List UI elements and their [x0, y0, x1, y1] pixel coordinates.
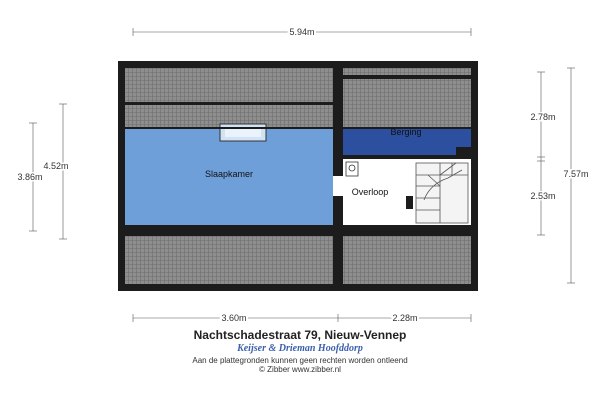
- agency-name: Keijser & Drieman Hoofddorp: [237, 343, 363, 354]
- copyright-text: © Zibber www.zibber.nl: [259, 365, 341, 374]
- disclaimer-text: Aan de plattegronden kunnen geen rechten worden ontleend: [192, 356, 408, 365]
- staircase: [416, 163, 468, 223]
- label-storage: Berging: [390, 127, 422, 137]
- dim-left-outer: 3.86m: [17, 172, 43, 182]
- roof-area-top-left: [125, 68, 333, 102]
- roof-area-top-right: [343, 68, 471, 75]
- wall-horizontal-top: [125, 102, 333, 105]
- address-title: Nachtschadestraat 79, Nieuw-Vennep: [193, 328, 407, 342]
- dim-right-bottom: 2.53m: [530, 191, 556, 201]
- dim-bottom-left: 3.60m: [221, 313, 247, 323]
- dim-right-total: 7.57m: [563, 169, 589, 179]
- landing-wall-piece: [456, 147, 471, 159]
- roof-area-bottom-left: [125, 236, 333, 284]
- dim-right-top: 2.78m: [530, 112, 556, 122]
- wall-horizontal-bottom: [125, 225, 471, 236]
- door-opening: [333, 176, 343, 196]
- dim-top-width: 5.94m: [289, 27, 315, 37]
- roof-area-upper-right: [343, 79, 471, 127]
- label-bedroom: Slaapkamer: [204, 169, 254, 179]
- roof-area-bottom-right: [343, 236, 471, 284]
- dim-left-inner: 4.52m: [43, 161, 69, 171]
- stair-post: [406, 196, 413, 209]
- wall-top-right-strip: [343, 75, 471, 79]
- label-landing: Overloop: [351, 187, 389, 197]
- toilet-symbol: [346, 162, 358, 176]
- wall-storage-landing: [343, 155, 456, 159]
- skylight-pane: [225, 128, 261, 137]
- dim-bottom-right: 2.28m: [392, 313, 418, 323]
